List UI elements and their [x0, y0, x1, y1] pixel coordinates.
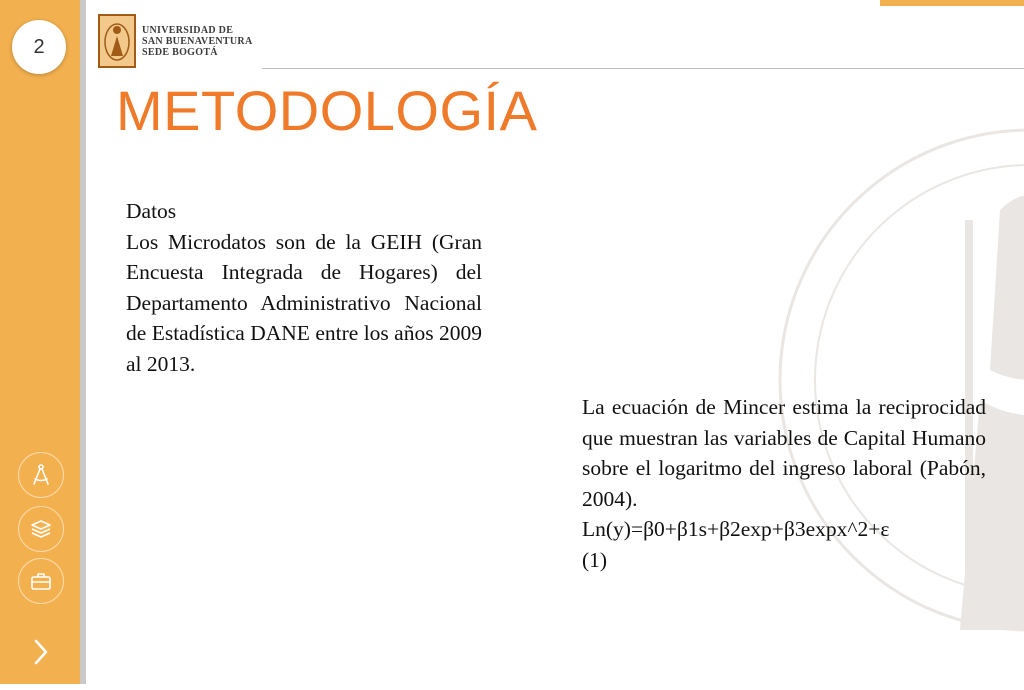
data-description-block	[126, 196, 482, 379]
mincer-equation: Ln(y)=β0+β1s+β2exp+β3expx^2+ε	[582, 517, 890, 541]
chevron-right-icon[interactable]	[24, 630, 58, 674]
logo-text	[142, 25, 252, 58]
data-heading: Datos	[126, 199, 177, 223]
top-accent-bar	[880, 0, 1024, 6]
logo-line-3: SEDE BOGOTÁ	[142, 46, 218, 58]
logo-line-2: SAN BUENAVENTURA	[142, 35, 253, 47]
university-crest-icon	[98, 14, 136, 68]
header-divider	[262, 68, 1024, 69]
slide-title: METODOLOGÍA	[116, 79, 538, 142]
page-number-badge: 2	[12, 20, 66, 74]
compass-icon[interactable]	[18, 452, 64, 498]
equation-number: (1)	[582, 547, 608, 572]
university-logo	[98, 14, 252, 68]
books-icon[interactable]	[18, 506, 64, 552]
mincer-paragraph: La ecuación de Mincer estima la reciprocidad que muestran las variables de Capital Humano sobre el logaritmo del ingreso laboral (Pabón, 2004).	[582, 395, 986, 511]
briefcase-icon[interactable]	[18, 558, 64, 604]
sidebar	[0, 0, 80, 684]
seal-watermark	[770, 70, 1024, 690]
logo-line-1: UNIVERSIDAD DE	[142, 24, 234, 36]
data-paragraph: Los Microdatos son de la GEIH (Gran Encuesta Integrada de Hogares) del Departamento Administrativo Nacional de Estadística DANE entre los años 2009 al 2013.	[126, 229, 482, 376]
mincer-description-block	[582, 392, 986, 575]
sidebar-divider	[80, 0, 86, 684]
